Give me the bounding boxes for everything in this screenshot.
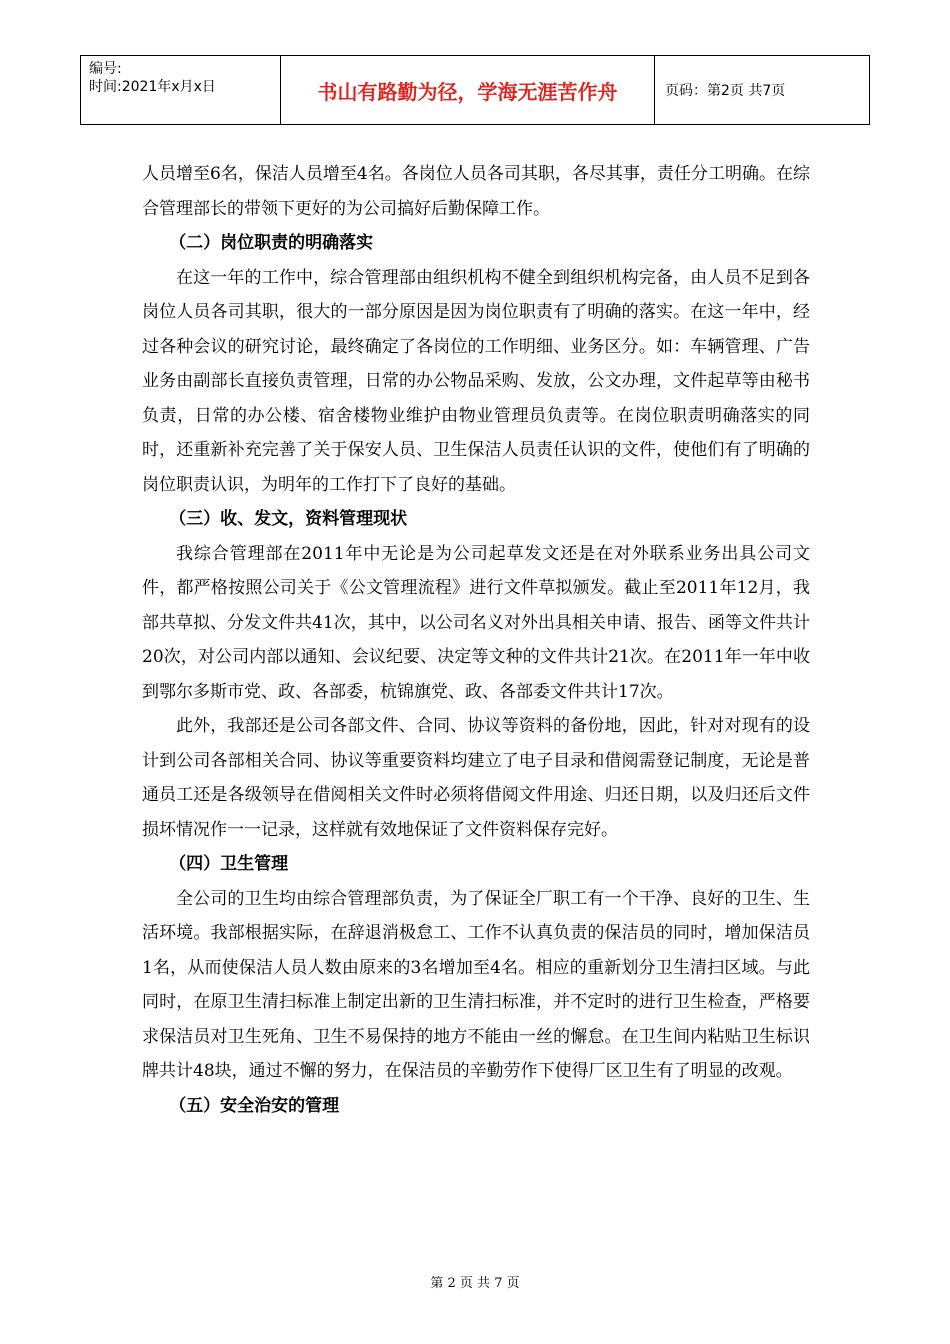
paragraph-1: 人员增至6名，保洁人员增至4名。各岗位人员各司其职，各尽其事，责任分工明确。在综合管理部长的带领下更好的为公司搞好后勤保障工作。 xyxy=(142,164,810,219)
paragraph-4: 此外，我部还是公司各部文件、合同、协议等资料的备份地，因此，针对对现有的设计到公司各部相关合同、协议等重要资料均建立了电子目录和借阅需登记制度，无论是普通员工还是各级领导在借阅相关文件时必须将借阅文件用途、归还日期，以及归还后文件损坏情况作一一记录，这样就有效地保证了文件资料保存完好。 xyxy=(142,716,810,840)
paragraph-3: 我综合管理部在2011年中无论是为公司起草发文还是在对外联系业务出具公司文件，都严格按照公司关于《公文管理流程》进行文件草拟颁发。截止至2011年12月，我部共草拟、分发文件共41次，其中，以公司名义对外出具相关申请、报告、函等文件共计20次，对公司内部以通知、会议纪要、决定等文种的文件共计21次。在2011年一年中收到鄂尔多斯市党、政、各部委，杭锦旗党、政、各部委文件共计17次。 xyxy=(142,543,810,702)
header-meta xyxy=(81,56,281,124)
header-motto: 书山有路勤为径，学海无涯苦作舟 xyxy=(281,56,655,124)
header-date-label: 时间:2021年x月x日 xyxy=(89,79,216,95)
section-heading-5: （五）安全治安的管理 xyxy=(169,1095,340,1116)
header-number-label: 编号: xyxy=(89,61,122,77)
paragraph-5: 全公司的卫生均由综合管理部负责，为了保证全厂职工有一个干净、良好的卫生、生活环境。我部根据实际，在辞退消极怠工、工作不认真负责的保洁员的同时，增加保洁员1名，从而使保洁人员人数由原来的3名增加至4名。相应的重新划分卫生清扫区域。与此同时，在原卫生清扫标准上制定出新的卫生清扫标准，并不定时的进行卫生检查，严格要求保洁员对卫生死角、卫生不易保持的地方不能由一丝的懈怠。在卫生间内粘贴卫生标识牌共计48块，通过不懈的努力，在保洁员的辛勤劳作下使得厂区卫生有了明显的改观。 xyxy=(142,888,810,1081)
section-heading-4: （四）卫生管理 xyxy=(169,854,289,874)
document-header xyxy=(80,55,870,125)
section-heading-2: （二）岗位职责的明确落实 xyxy=(169,233,374,253)
paragraph-2: 在这一年的工作中，综合管理部由组织机构不健全到组织机构完备，由人员不足到各岗位人员各司其职，很大的一部分原因是因为岗位职责有了明确的落实。在这一年中，经过各种会议的研究讨论，最终确定了各岗位的工作明细、业务区分。如：车辆管理、广告业务由副部长直接负责管理，日常的办公物品采购、发放，公文办理，文件起草等由秘书负责，日常的办公楼、宿舍楼物业维护由物业管理员负责等。在岗位职责明确落实的同时，还重新补充完善了关于保安人员、卫生保洁人员责任认识的文件，使他们有了明确的岗位职责认识，为明年的工作打下了良好的基础。 xyxy=(142,267,810,495)
document-body xyxy=(142,157,810,1123)
section-heading-3: （三）收、发文，资料管理现状 xyxy=(169,509,408,529)
header-page-info: 页码：第2页 共7页 xyxy=(665,83,786,99)
page-footer: 第 2 页 共 7 页 xyxy=(430,1276,520,1291)
